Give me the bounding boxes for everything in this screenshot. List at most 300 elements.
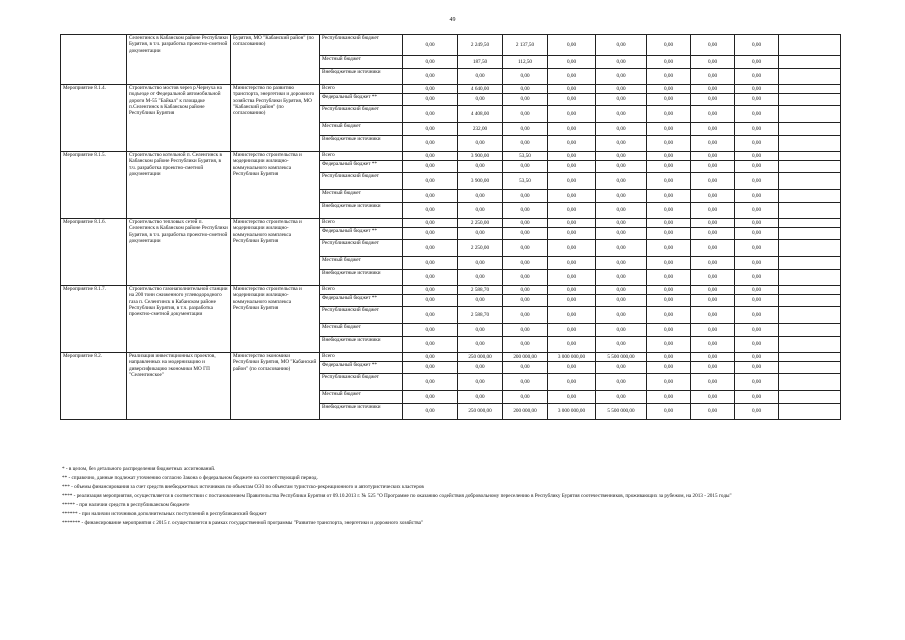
funding-value: 0,00	[548, 374, 596, 391]
funding-value: 0,00	[403, 85, 458, 94]
funding-value: 0,00	[548, 295, 596, 307]
empty-cell	[779, 203, 841, 219]
empty-cell	[779, 270, 841, 286]
funding-value: 0,00	[735, 219, 779, 228]
funding-value: 0,00	[458, 374, 503, 391]
empty-cell	[779, 161, 841, 173]
funding-value: 0,00	[503, 240, 548, 257]
empty-cell	[779, 324, 841, 337]
funding-value: 0,00	[735, 190, 779, 203]
empty-cell	[779, 404, 841, 420]
empty-cell	[779, 94, 841, 106]
funding-value: 0,00	[735, 374, 779, 391]
funding-value: 0,00	[403, 307, 458, 324]
funding-value: 0,00	[735, 69, 779, 85]
funding-value: 0,00	[596, 203, 647, 219]
measure-code: Мероприятие 8.1.4.	[61, 85, 127, 152]
funding-value: 0,00	[548, 152, 596, 161]
funding-source: Федеральный бюджет **	[320, 161, 403, 173]
table-row	[61, 35, 841, 56]
funding-value: 0,00	[596, 240, 647, 257]
funding-value: 0,00	[647, 228, 691, 240]
funding-value: 0,00	[403, 374, 458, 391]
funding-value: 0,00	[403, 203, 458, 219]
funding-value: 0,00	[691, 374, 735, 391]
funding-table-container	[60, 34, 840, 420]
funding-value: 0,00	[503, 219, 548, 228]
funding-value: 0,00	[691, 324, 735, 337]
measure-name: Селенгинск в Кабанском районе Республики Бурятия, в т.ч. разработка проектно-сметной документации	[127, 35, 231, 85]
funding-value: 0,00	[503, 190, 548, 203]
funding-value: 0,00	[596, 136, 647, 152]
funding-value: 0,00	[691, 240, 735, 257]
funding-value: 0,00	[691, 203, 735, 219]
funding-value: 0,00	[596, 337, 647, 353]
table-row	[61, 152, 841, 161]
funding-value: 0,00	[596, 228, 647, 240]
funding-value: 0,00	[647, 404, 691, 420]
empty-cell	[779, 337, 841, 353]
funding-value: 0,00	[458, 161, 503, 173]
funding-value: 0,00	[691, 257, 735, 270]
funding-value: 0,00	[691, 69, 735, 85]
measure-executor: Бурятия, МО "Кабанский район" (по согласованию)	[231, 35, 320, 85]
funding-value: 0,00	[503, 69, 548, 85]
funding-value: 0,00	[647, 35, 691, 56]
measure-code	[61, 35, 127, 85]
funding-value: 0,00	[735, 353, 779, 362]
funding-value: 0,00	[647, 219, 691, 228]
funding-value: 4 640,00	[458, 85, 503, 94]
funding-value: 0,00	[548, 324, 596, 337]
page-number: 49	[449, 17, 456, 23]
funding-value: 0,00	[735, 56, 779, 69]
empty-cell	[779, 353, 841, 362]
funding-value: 0,00	[647, 257, 691, 270]
table-row	[61, 219, 841, 228]
funding-value: 0,00	[691, 152, 735, 161]
funding-value: 0,00	[503, 391, 548, 404]
funding-value: 0,00	[458, 295, 503, 307]
funding-value: 0,00	[403, 324, 458, 337]
footnote: **** - реализация мероприятия, осуществляется в соответствии с постановлением Правительства Республики Бурятия от 09.10.2013 г. № 525 "О Программе по оказанию содействия добровольному переселению в Республику Бурятия соотечественников, проживающих за рубежом, на 2013 - 2015 годы"	[62, 492, 732, 499]
funding-value: 250 000,00	[458, 353, 503, 362]
funding-source: Внебюджетные источники	[320, 337, 403, 353]
funding-value: 0,00	[503, 94, 548, 106]
measure-name: Строительство тепловых сетей п. Селенгинск в Кабанском районе Республики Бурятия, в т.ч. разработка проектно-сметной документации	[127, 219, 231, 286]
funding-value: 0,00	[647, 56, 691, 69]
funding-source: Местный бюджет	[320, 123, 403, 136]
measure-executor: Министерство строительства и модернизации жилищно-коммунального комплекса Республики Бурятия	[231, 152, 320, 219]
funding-value: 0,00	[548, 203, 596, 219]
funding-value: 0,00	[691, 173, 735, 190]
funding-value: 0,00	[691, 219, 735, 228]
funding-value: 0,00	[735, 161, 779, 173]
empty-cell	[779, 362, 841, 374]
funding-value: 3 900,00	[458, 152, 503, 161]
funding-source: Республиканский бюджет	[320, 106, 403, 123]
funding-value: 0,00	[647, 353, 691, 362]
funding-value: 2 250,00	[458, 240, 503, 257]
funding-value: 0,00	[503, 123, 548, 136]
measure-executor: Министерство по развитию транспорта, энергетики и дорожного хозяйства Республики Бурятия, МО "Кабанский район" (по согласованию)	[231, 85, 320, 152]
funding-value: 0,00	[458, 136, 503, 152]
funding-value: 0,00	[647, 362, 691, 374]
table-row	[61, 286, 841, 295]
funding-value: 0,00	[735, 240, 779, 257]
funding-value: 0,00	[548, 337, 596, 353]
funding-value: 0,00	[647, 240, 691, 257]
empty-cell	[779, 190, 841, 203]
funding-value: 3 900,00	[458, 173, 503, 190]
funding-value: 0,00	[403, 337, 458, 353]
empty-cell	[779, 219, 841, 228]
funding-value: 0,00	[735, 136, 779, 152]
funding-value: 0,00	[548, 69, 596, 85]
funding-value: 0,00	[735, 203, 779, 219]
funding-value: 0,00	[503, 85, 548, 94]
measure-name: Строительство мостов через р.Чернуха на подъезде от Федеральной автомобильной дороги М-55 "Байкал" к площадке п.Селенгинск в Кабанском районе Республики Бурятия	[127, 85, 231, 152]
funding-value: 232,00	[458, 123, 503, 136]
footnote: ***** - при наличии средств в республиканском бюджете	[62, 502, 190, 509]
funding-value: 0,00	[735, 404, 779, 420]
funding-value: 0,00	[503, 161, 548, 173]
funding-table	[60, 34, 841, 420]
funding-value: 0,00	[596, 69, 647, 85]
measure-code: Мероприятие 8.1.7.	[61, 286, 127, 353]
funding-value: 0,00	[548, 56, 596, 69]
funding-value: 0,00	[458, 228, 503, 240]
funding-value: 0,00	[691, 270, 735, 286]
funding-value: 0,00	[647, 203, 691, 219]
funding-value: 0,00	[548, 257, 596, 270]
funding-source: Внебюджетные источники	[320, 69, 403, 85]
funding-value: 0,00	[647, 106, 691, 123]
funding-value: 0,00	[503, 295, 548, 307]
funding-value: 0,00	[691, 307, 735, 324]
funding-value: 0,00	[403, 136, 458, 152]
funding-value: 0,00	[458, 190, 503, 203]
funding-value: 0,00	[503, 286, 548, 295]
funding-source: Местный бюджет	[320, 391, 403, 404]
funding-value: 0,00	[647, 152, 691, 161]
funding-value: 0,00	[503, 362, 548, 374]
funding-value: 0,00	[596, 173, 647, 190]
funding-value: 0,00	[548, 240, 596, 257]
funding-value: 0,00	[403, 35, 458, 56]
funding-value: 0,00	[647, 123, 691, 136]
funding-value: 0,00	[403, 69, 458, 85]
funding-value: 0,00	[596, 219, 647, 228]
funding-value: 0,00	[596, 374, 647, 391]
funding-value: 0,00	[596, 94, 647, 106]
funding-value: 0,00	[647, 337, 691, 353]
funding-value: 0,00	[458, 257, 503, 270]
funding-value: 0,00	[596, 391, 647, 404]
funding-value: 200 000,00	[503, 404, 548, 420]
funding-value: 0,00	[596, 161, 647, 173]
empty-cell	[779, 173, 841, 190]
funding-value: 0,00	[503, 324, 548, 337]
funding-value: 0,00	[735, 106, 779, 123]
funding-value: 0,00	[596, 85, 647, 94]
funding-source: Федеральный бюджет **	[320, 295, 403, 307]
empty-cell	[779, 152, 841, 161]
funding-value: 0,00	[691, 106, 735, 123]
funding-source: Федеральный бюджет **	[320, 362, 403, 374]
funding-source: Республиканский бюджет	[320, 307, 403, 324]
empty-cell	[779, 136, 841, 152]
funding-value: 53,50	[503, 173, 548, 190]
funding-value: 0,00	[403, 161, 458, 173]
empty-cell	[779, 123, 841, 136]
funding-value: 0,00	[735, 391, 779, 404]
funding-value: 0,00	[548, 161, 596, 173]
funding-source: Местный бюджет	[320, 190, 403, 203]
funding-value: 0,00	[647, 136, 691, 152]
funding-value: 0,00	[503, 307, 548, 324]
funding-value: 0,00	[735, 307, 779, 324]
footnote: ****** - при наличии источников дополнительных поступлений в республиканский бюджет	[62, 511, 267, 518]
funding-value: 2 588,70	[458, 286, 503, 295]
funding-value: 53,50	[503, 152, 548, 161]
funding-value: 0,00	[548, 362, 596, 374]
funding-value: 0,00	[691, 353, 735, 362]
funding-value: 0,00	[596, 362, 647, 374]
funding-value: 0,00	[403, 353, 458, 362]
funding-value: 0,00	[647, 69, 691, 85]
funding-value: 0,00	[647, 94, 691, 106]
funding-value: 0,00	[503, 257, 548, 270]
funding-value: 0,00	[503, 203, 548, 219]
funding-value: 0,00	[596, 295, 647, 307]
table-row	[61, 85, 841, 94]
funding-value: 0,00	[735, 94, 779, 106]
empty-cell	[779, 85, 841, 94]
funding-value: 5 500 000,00	[596, 404, 647, 420]
measure-executor: Министерство экономики Республики Бурятия, МО "Кабанский район" (по согласованию)	[231, 353, 320, 420]
funding-value: 0,00	[647, 161, 691, 173]
funding-value: 0,00	[691, 136, 735, 152]
measure-name: Строительство газонаполнительной станции на 200 тонн сжиженного углеводородного газа п. Селенгинск в Кабанском районе Республики Бурятия, в т.ч. разработка проектно-сметной документации	[127, 286, 231, 353]
funding-value: 0,00	[403, 152, 458, 161]
funding-value: 0,00	[735, 257, 779, 270]
empty-cell	[779, 56, 841, 69]
measure-name: Строительство котельной п. Селенгинск в Кабанском районе Республики Бурятия, в т.ч. разработка проектно-сметной документации	[127, 152, 231, 219]
funding-value: 0,00	[458, 270, 503, 286]
funding-value: 3 000 000,00	[548, 353, 596, 362]
funding-value: 0,00	[403, 257, 458, 270]
funding-source: Внебюджетные источники	[320, 270, 403, 286]
funding-value: 0,00	[403, 240, 458, 257]
funding-value: 0,00	[647, 190, 691, 203]
funding-value: 112,50	[503, 56, 548, 69]
empty-cell	[779, 69, 841, 85]
funding-value: 0,00	[647, 85, 691, 94]
funding-value: 0,00	[548, 190, 596, 203]
funding-value: 0,00	[503, 337, 548, 353]
funding-value: 0,00	[596, 152, 647, 161]
funding-value: 0,00	[548, 123, 596, 136]
funding-value: 0,00	[691, 190, 735, 203]
funding-source: Республиканский бюджет	[320, 240, 403, 257]
funding-value: 0,00	[403, 190, 458, 203]
funding-value: 0,00	[647, 391, 691, 404]
funding-value: 0,00	[596, 106, 647, 123]
funding-value: 0,00	[691, 391, 735, 404]
empty-cell	[779, 240, 841, 257]
funding-value: 0,00	[735, 85, 779, 94]
funding-value: 0,00	[596, 257, 647, 270]
funding-value: 0,00	[548, 228, 596, 240]
funding-value: 0,00	[596, 324, 647, 337]
empty-cell	[779, 35, 841, 56]
empty-cell	[779, 228, 841, 240]
funding-value: 0,00	[691, 404, 735, 420]
funding-value: 0,00	[691, 337, 735, 353]
funding-value: 0,00	[548, 173, 596, 190]
funding-value: 0,00	[458, 391, 503, 404]
empty-cell	[779, 307, 841, 324]
empty-cell	[779, 106, 841, 123]
funding-source: Республиканский бюджет	[320, 35, 403, 56]
funding-table-body	[61, 35, 841, 420]
funding-value: 0,00	[647, 270, 691, 286]
funding-value: 4 408,00	[458, 106, 503, 123]
funding-value: 0,00	[403, 56, 458, 69]
funding-value: 0,00	[458, 69, 503, 85]
funding-value: 3 000 000,00	[548, 404, 596, 420]
funding-value: 0,00	[403, 94, 458, 106]
funding-value: 0,00	[403, 123, 458, 136]
funding-value: 0,00	[503, 106, 548, 123]
funding-value: 0,00	[548, 94, 596, 106]
footnote: ******* - финансирование мероприятия с 2015 г. осуществляется в рамках государственной программы "Развитие транспорта, энергетики и дорожного хозяйства"	[62, 520, 424, 527]
measure-executor: Министерство строительства и модернизации жилищно-коммунального комплекса Республики Бурятия	[231, 219, 320, 286]
funding-value: 2 588,70	[458, 307, 503, 324]
funding-value: 0,00	[403, 270, 458, 286]
funding-source: Республиканский бюджет	[320, 374, 403, 391]
funding-value: 2 250,00	[458, 219, 503, 228]
funding-value: 0,00	[503, 136, 548, 152]
funding-value: 0,00	[735, 35, 779, 56]
funding-value: 0,00	[548, 286, 596, 295]
funding-value: 0,00	[647, 374, 691, 391]
funding-value: 0,00	[691, 94, 735, 106]
funding-value: 0,00	[596, 286, 647, 295]
empty-cell	[779, 257, 841, 270]
empty-cell	[779, 295, 841, 307]
funding-value: 0,00	[548, 106, 596, 123]
funding-value: 0,00	[458, 362, 503, 374]
funding-source: Всего	[320, 353, 403, 362]
footnote: *** - объемы финансирования за счет средств внебюджетных источников по объектам ОЭЗ по объектам туристско-рекреационного и автотуристических кластеров	[62, 483, 424, 490]
funding-value: 0,00	[503, 228, 548, 240]
funding-value: 0,00	[647, 286, 691, 295]
funding-value: 5 500 000,00	[596, 353, 647, 362]
funding-value: 0,00	[691, 362, 735, 374]
funding-value: 0,00	[691, 295, 735, 307]
funding-value: 0,00	[735, 152, 779, 161]
funding-value: 0,00	[691, 123, 735, 136]
funding-value: 0,00	[548, 270, 596, 286]
funding-value: 0,00	[596, 307, 647, 324]
funding-value: 0,00	[458, 337, 503, 353]
measure-executor: Министерство строительства и модернизации жилищно-коммунального комплекса Республики Бурятия	[231, 286, 320, 353]
funding-value: 0,00	[691, 161, 735, 173]
funding-value: 250 000,00	[458, 404, 503, 420]
funding-value: 0,00	[735, 173, 779, 190]
funding-value: 0,00	[548, 219, 596, 228]
funding-value: 0,00	[548, 35, 596, 56]
measure-code: Мероприятие 8.1.6.	[61, 219, 127, 286]
funding-value: 0,00	[403, 106, 458, 123]
funding-source: Всего	[320, 219, 403, 228]
funding-value: 0,00	[735, 362, 779, 374]
funding-value: 0,00	[735, 270, 779, 286]
funding-value: 0,00	[596, 35, 647, 56]
funding-value: 0,00	[691, 286, 735, 295]
empty-cell	[779, 391, 841, 404]
funding-value: 200 000,00	[503, 353, 548, 362]
funding-source: Местный бюджет	[320, 56, 403, 69]
funding-source: Местный бюджет	[320, 324, 403, 337]
funding-source: Всего	[320, 85, 403, 94]
funding-value: 0,00	[691, 228, 735, 240]
funding-value: 187,50	[458, 56, 503, 69]
funding-value: 2 137,50	[503, 35, 548, 56]
funding-value: 0,00	[548, 85, 596, 94]
empty-cell	[779, 286, 841, 295]
funding-value: 0,00	[403, 173, 458, 190]
funding-value: 0,00	[458, 94, 503, 106]
funding-value: 0,00	[735, 123, 779, 136]
measure-code: Мероприятие 8.1.5.	[61, 152, 127, 219]
funding-value: 0,00	[503, 374, 548, 391]
funding-value: 0,00	[403, 295, 458, 307]
funding-value: 0,00	[403, 219, 458, 228]
funding-value: 0,00	[403, 404, 458, 420]
funding-value: 0,00	[735, 295, 779, 307]
funding-value: 0,00	[548, 391, 596, 404]
footnotes	[62, 465, 852, 528]
funding-source: Внебюджетные источники	[320, 203, 403, 219]
funding-value: 0,00	[596, 190, 647, 203]
funding-value: 0,00	[735, 286, 779, 295]
funding-source: Местный бюджет	[320, 257, 403, 270]
funding-value: 0,00	[735, 228, 779, 240]
funding-value: 0,00	[458, 203, 503, 219]
funding-value: 0,00	[647, 324, 691, 337]
empty-cell	[779, 374, 841, 391]
footnote: * - в целом, без детального распределения бюджетных ассигнований.	[62, 466, 216, 472]
funding-value: 0,00	[691, 85, 735, 94]
funding-value: 0,00	[596, 56, 647, 69]
table-row	[61, 353, 841, 362]
funding-value: 0,00	[403, 362, 458, 374]
funding-value: 0,00	[735, 324, 779, 337]
funding-source: Федеральный бюджет **	[320, 228, 403, 240]
funding-source: Федеральный бюджет **	[320, 94, 403, 106]
funding-value: 0,00	[403, 391, 458, 404]
funding-value: 0,00	[548, 136, 596, 152]
funding-source: Всего	[320, 152, 403, 161]
funding-value: 0,00	[647, 295, 691, 307]
measure-code: Мероприятие 8.2.	[61, 353, 127, 420]
funding-source: Всего	[320, 286, 403, 295]
funding-value: 0,00	[503, 270, 548, 286]
funding-value: 0,00	[403, 228, 458, 240]
